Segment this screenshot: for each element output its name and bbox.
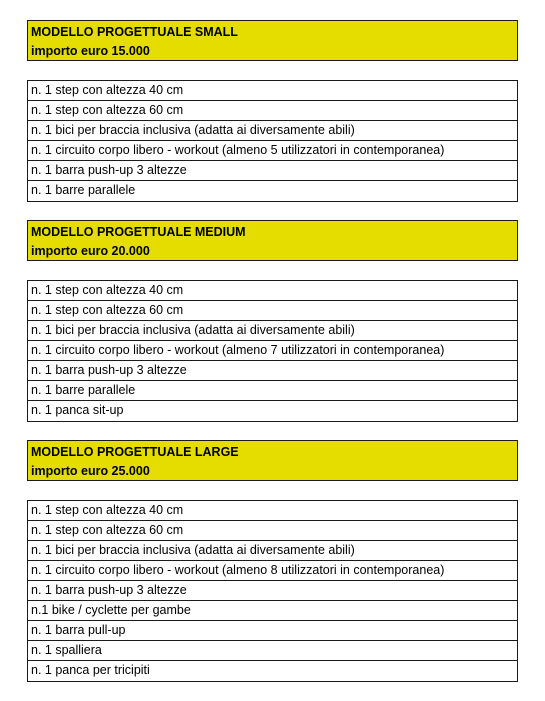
section-small-items xyxy=(27,80,518,202)
list-item: n. 1 circuito corpo libero - workout (almeno 7 utilizzatori in contemporanea) xyxy=(28,341,517,361)
list-item: n. 1 panca sit-up xyxy=(31,403,124,417)
list-item: n. 1 step con altezza 40 cm xyxy=(28,281,517,301)
list-item: n. 1 step con altezza 60 cm xyxy=(28,101,517,121)
list-item: n. 1 barre parallele xyxy=(31,183,136,197)
section-small-header xyxy=(27,20,518,61)
list-item: n.1 bike / cyclette per gambe xyxy=(28,601,517,621)
header-cell xyxy=(27,220,518,261)
list-item: n. 1 spalliera xyxy=(28,641,517,661)
header-cell xyxy=(27,20,518,61)
list-item: n. 1 step con altezza 60 cm xyxy=(28,301,517,321)
section-large-items xyxy=(27,500,518,682)
section-medium-header xyxy=(27,220,518,261)
list-item: n. 1 barra push-up 3 altezze xyxy=(28,161,517,181)
list-item: n. 1 step con altezza 40 cm xyxy=(28,81,517,101)
list-item: n. 1 bici per braccia inclusiva (adatta ai diversamente abili) xyxy=(28,321,517,341)
list-item: n. 1 step con altezza 60 cm xyxy=(28,521,517,541)
section-amount: importo euro 15.000 xyxy=(31,44,150,58)
list-item: n. 1 circuito corpo libero - workout (almeno 8 utilizzatori in contemporanea) xyxy=(28,561,517,581)
section-title: MODELLO PROGETTUALE SMALL xyxy=(31,25,238,39)
section-title: MODELLO PROGETTUALE LARGE xyxy=(31,445,239,459)
list-item: n. 1 barra pull-up xyxy=(28,621,517,641)
section-large-header xyxy=(27,440,518,481)
section-amount: importo euro 20.000 xyxy=(31,244,150,258)
header-cell xyxy=(27,440,518,481)
section-amount: importo euro 25.000 xyxy=(31,464,150,478)
list-item: n. 1 step con altezza 40 cm xyxy=(28,501,517,521)
list-item: n. 1 bici per braccia inclusiva (adatta ai diversamente abili) xyxy=(28,121,517,141)
list-item: n. 1 bici per braccia inclusiva (adatta ai diversamente abili) xyxy=(28,541,517,561)
list-item: n. 1 circuito corpo libero - workout (almeno 5 utilizzatori in contemporanea) xyxy=(28,141,517,161)
list-item: n. 1 barra push-up 3 altezze xyxy=(28,361,517,381)
list-item: n. 1 barre parallele xyxy=(28,381,517,401)
section-title: MODELLO PROGETTUALE MEDIUM xyxy=(31,225,246,239)
list-item: n. 1 panca per tricipiti xyxy=(31,663,150,677)
list-item: n. 1 barra push-up 3 altezze xyxy=(28,581,517,601)
section-medium-items xyxy=(27,280,518,422)
